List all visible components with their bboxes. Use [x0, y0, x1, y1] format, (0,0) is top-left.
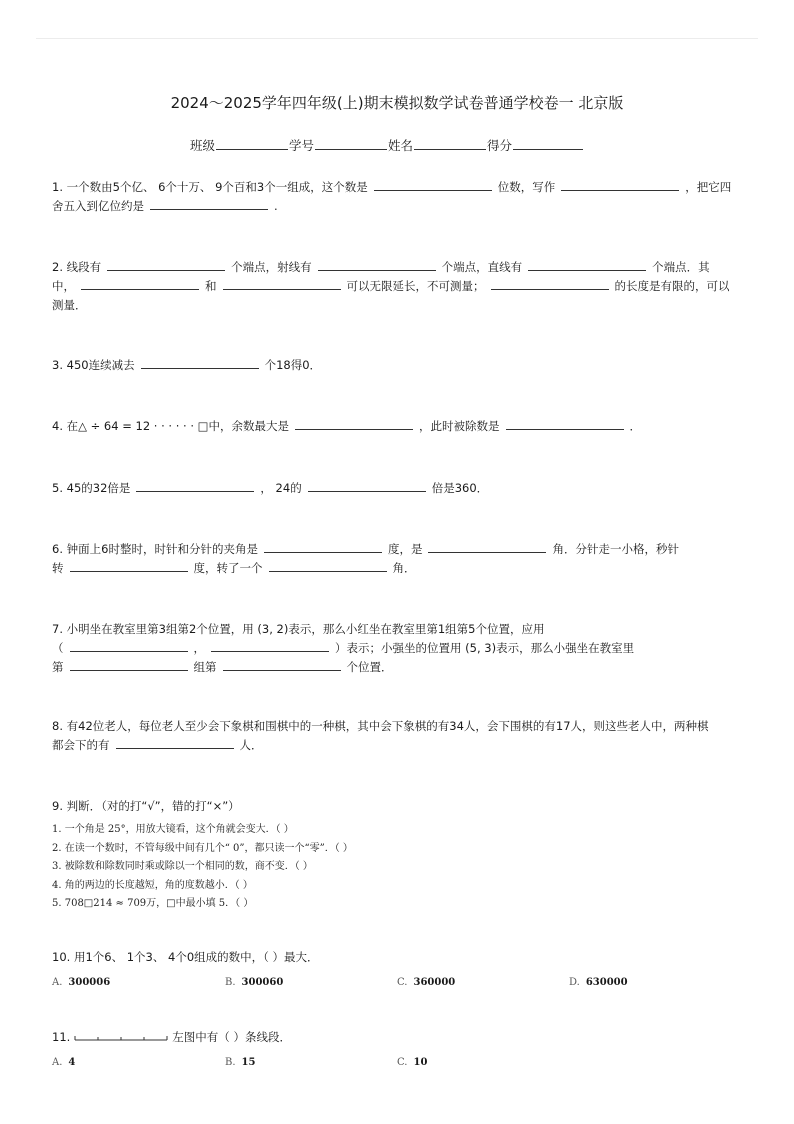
- score-field[interactable]: [513, 137, 583, 150]
- q6-text-a: 6. 钟面上6时整时，时针和分针的夹角是: [52, 542, 258, 556]
- question-4: [52, 417, 742, 436]
- q1-text-e: .: [274, 199, 278, 213]
- name-label: 姓名: [388, 138, 414, 153]
- page-title: 2024～2025学年四年级(上)期末模拟数学试卷普通学校卷一 北京版: [170, 94, 624, 112]
- q7-blank-3[interactable]: [70, 658, 188, 671]
- q2-text-e: 中，: [52, 279, 75, 293]
- q4-text-c: ．: [629, 419, 642, 433]
- option-value: 300006: [68, 977, 111, 988]
- q11-stem: 左图中有（ ）条线段．: [172, 1030, 291, 1044]
- q10-option-d[interactable]: [569, 977, 628, 988]
- q6-text-d: 转: [52, 561, 64, 575]
- option-value: 4: [68, 1057, 76, 1068]
- q2-text-a: 2. 线段有: [52, 260, 102, 274]
- q7-text-g: 个位置．: [346, 660, 393, 674]
- q6-blank-3[interactable]: [70, 559, 188, 572]
- q9-statement: 1. 一个角是 25°，用放大镜看，这个角就会变大．（ ）: [52, 824, 294, 835]
- q2-blank-4[interactable]: [81, 277, 199, 290]
- q2-text-c: 个端点，直线有: [441, 260, 523, 274]
- q10-stem: 10. 用1个6、 1个3、 4个0组成的数中，（ ）最大．: [52, 950, 319, 964]
- question-10: [52, 948, 742, 967]
- q2-text-i: 测量．: [52, 298, 87, 312]
- q1-text-b: 位数，写作: [497, 180, 556, 194]
- option-value: 10: [413, 1057, 428, 1068]
- question-3: [52, 356, 742, 375]
- question-5: [52, 479, 742, 498]
- q1-blank-2[interactable]: [561, 178, 679, 191]
- q11-number: 11.: [52, 1030, 71, 1044]
- q7-blank-2[interactable]: [211, 639, 329, 652]
- q7-text-e: 第: [52, 660, 64, 674]
- student-info-line: [190, 136, 584, 154]
- option-label: D.: [569, 977, 580, 988]
- q3-text-a: 3. 450连续减去: [52, 358, 135, 372]
- q2-blank-5[interactable]: [223, 277, 341, 290]
- q1-blank-3[interactable]: [150, 197, 268, 210]
- q2-blank-6[interactable]: [491, 277, 609, 290]
- q6-blank-2[interactable]: [428, 540, 546, 553]
- q9-heading: 9. 判断．（对的打“√”，错的打“×”）: [52, 799, 240, 813]
- q6-text-f: 角．: [392, 561, 416, 575]
- q11-option-a[interactable]: [52, 1057, 75, 1068]
- q9-statement: 2. 在读一个数时，不管每级中间有几个“ 0”，都只读一个“零”．（ ）: [52, 842, 353, 854]
- q8-blank-1[interactable]: [116, 736, 234, 749]
- option-label: B.: [225, 977, 236, 988]
- q1-text-c: ，把它四: [685, 180, 732, 194]
- q9-statement: 5. 708□214 ≈ 709万，□中最小填 5．（ ）: [52, 898, 254, 909]
- option-value: 300060: [241, 977, 284, 988]
- q5-blank-2[interactable]: [308, 479, 426, 492]
- name-field[interactable]: [414, 137, 486, 150]
- q2-text-h: 的长度是有限的，可以: [614, 279, 730, 293]
- q3-blank-1[interactable]: [141, 356, 259, 369]
- id-label: 学号: [289, 138, 315, 153]
- q7-blank-1[interactable]: [70, 639, 188, 652]
- q4-blank-2[interactable]: [506, 417, 624, 430]
- q5-text-a: 5. 45的32倍是: [52, 481, 131, 495]
- question-9: [52, 797, 742, 816]
- q7-text-f: 组第: [193, 660, 217, 674]
- q2-text-d: 个端点．其: [652, 260, 710, 274]
- q2-text-f: 和: [205, 279, 217, 293]
- q7-text-c: ，: [193, 641, 205, 655]
- q6-text-c: 角．分针走一小格，秒针: [552, 542, 679, 556]
- question-11: [52, 1028, 742, 1047]
- q8-text-c: 人．: [239, 738, 263, 752]
- q6-blank-1[interactable]: [264, 540, 382, 553]
- q7-text-d: ）表示；小强坐的位置用 (5, 3)表示，那么小强坐在教室里: [335, 641, 635, 655]
- q9-statement: 3. 被除数和除数同时乘或除以一个相同的数，商不变．（ ）: [52, 861, 313, 872]
- q2-blank-1[interactable]: [107, 258, 225, 271]
- q5-blank-1[interactable]: [136, 479, 254, 492]
- q4-text-a: 4. 在△ ÷ 64 = 12 · · · · · · □中，余数最大是: [52, 419, 290, 433]
- q3-text-b: 个18得0．: [264, 358, 322, 372]
- option-label: B.: [225, 1057, 236, 1068]
- option-label: C.: [397, 1057, 408, 1068]
- option-value: 15: [241, 1057, 256, 1068]
- class-label: 班级: [190, 138, 216, 153]
- q6-text-e: 度，转了一个: [193, 561, 263, 575]
- q11-option-b[interactable]: [225, 1057, 255, 1068]
- option-value: 630000: [585, 977, 628, 988]
- question-1: [52, 178, 742, 216]
- option-label: A.: [52, 1057, 63, 1068]
- q4-text-b: ，此时被除数是: [419, 419, 500, 433]
- option-label: A.: [52, 977, 63, 988]
- line-segment-figure: [72, 1033, 170, 1043]
- q5-text-b: ， 24的: [260, 481, 302, 495]
- question-7: [52, 620, 742, 677]
- q8-text-a: 8. 有42位老人，每位老人至少会下象棋和围棋中的一种棋，其中会下象棋的有34人，会下围棋的有17人，则这些老人中，两种棋: [52, 719, 709, 733]
- option-value: 360000: [413, 977, 456, 988]
- q2-text-g: 可以无限延长，不可测量；: [346, 279, 485, 293]
- q11-option-c[interactable]: [397, 1057, 427, 1068]
- option-label: C.: [397, 977, 408, 988]
- score-label: 得分: [487, 138, 513, 153]
- q7-text-b: （: [52, 641, 64, 655]
- question-2: [52, 258, 742, 315]
- q10-option-c[interactable]: [397, 977, 455, 988]
- q4-blank-1[interactable]: [295, 417, 413, 430]
- q7-blank-4[interactable]: [223, 658, 341, 671]
- q1-text-a: 1. 一个数由5个亿、 6个十万、 9个百和3个一组成，这个数是: [52, 180, 368, 194]
- q7-text-a: 7. 小明坐在教室里第3组第2个位置，用 (3, 2)表示，那么小红坐在教室里第1组第5个位置，应用: [52, 622, 545, 636]
- id-field[interactable]: [315, 137, 387, 150]
- class-field[interactable]: [216, 137, 288, 150]
- q10-option-b[interactable]: [225, 977, 283, 988]
- q1-text-d: 舍五入到亿位约是: [52, 199, 144, 213]
- q2-text-b: 个端点，射线有: [231, 260, 312, 274]
- question-8: [52, 717, 742, 755]
- q2-blank-2[interactable]: [318, 258, 436, 271]
- q10-option-a[interactable]: [52, 977, 110, 988]
- q6-text-b: 度，是: [387, 542, 423, 556]
- q1-blank-1[interactable]: [374, 178, 492, 191]
- question-6: [52, 540, 742, 578]
- q8-text-b: 都会下的有: [52, 738, 110, 752]
- q6-blank-4[interactable]: [269, 559, 387, 572]
- q2-blank-3[interactable]: [528, 258, 646, 271]
- q9-statements: [52, 821, 353, 914]
- header-rule: [36, 38, 758, 39]
- q5-text-c: 倍是360．: [431, 481, 489, 495]
- q9-statement: 4. 角的两边的长度越短，角的度数越小．（ ）: [52, 879, 253, 891]
